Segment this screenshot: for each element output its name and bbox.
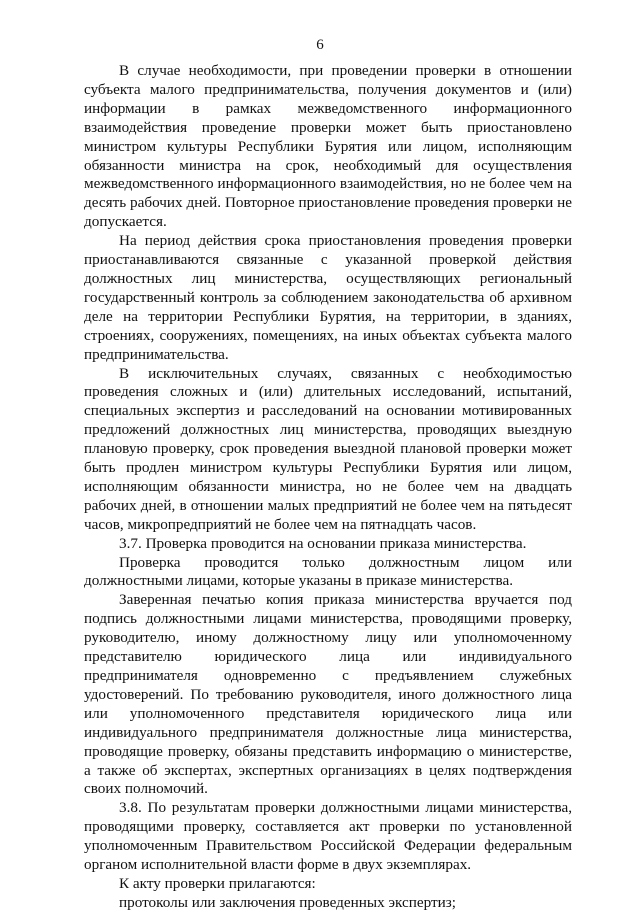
page-number: 6: [316, 37, 324, 53]
paragraph-3-7: 3.7. Проверка проводится на основании приказа министерства.: [119, 534, 527, 552]
paragraph-exceptional-cases: В исключительных случаях, связанных с необходимостью проведения сложных и (или) длительных исследований, испытаний, специальных экспертиз и расследований на основании мотивированных предложений должностных лиц министерства, проводящих выездную плановую проверку, срок проведения выездной плановой проверки может быть продлен министром культуры Республики Бурятия или лицом, исполняющим обязанности министра, но не более чем на двадцать рабочих дней, в отношении малых предприятий не более чем на пятьдесят часов, микропредприятий не более чем на пятнадцать часов.: [84, 364, 572, 533]
paragraph-inspectors: Проверка проводится только должностным лицом или должностными лицами, которые указаны в приказе министерства.: [84, 553, 572, 590]
paragraph-3-8: 3.8. По результатам проверки должностными лицами министерства, проводящими проверку, составляется акт проверки по установленной уполномоченным Правительством Российской Федерации федеральным органом исполнительной власти форме в двух экземплярах.: [84, 799, 572, 874]
paragraph-suspension-period: На период действия срока приостановления проведения проверки приостанавливаются связанные с указанной проверкой действия должностных лиц министерства, осуществляющих региональный государственный контроль за соблюдением законодательства об архивном деле на территории Республики Бурятия, на территории, в зданиях, строениях, сооружениях, помещениях, на иных объектах субъекта малого предпринимательства.: [84, 232, 572, 363]
paragraph-act-attachments: К акту проверки прилагаются:: [119, 874, 316, 892]
paragraph-order-copy: Заверенная печатью копия приказа министерства вручается под подпись должностными лицами министерства, проводящими проверку, руководителю, иному должностному лицу или уполномоченному представителю юридического лица или индивидуального предпринимателя одновременно с предъявлением служебных удостоверений. По требованию руководителя, иного должностного лица или уполномоченного представителя юридического лица или индивидуального предпринимателя должностные лица министерства, проводящие проверку, обязаны представить информацию о министерстве, а также об экспертах, экспертных организациях в целях подтверждения своих полномочий.: [84, 591, 572, 798]
paragraph-expert-protocols: протоколы или заключения проведенных экспертиз;: [119, 893, 456, 911]
document-body: [84, 62, 572, 913]
paragraph-suspension-of-inspection: В случае необходимости, при проведении проверки в отношении субъекта малого предпринимательства, получения документов и (или) информации в рамках межведомственного информационного взаимодействия проведение проверки может быть приостановлено министром культуры Республики Бурятия или лицом, исполняющим обязанности министра на срок, необходимый для осуществления межведомственного информационного взаимодействия, но не более чем на десять рабочих дней. Повторное приостановление проведения проверки не допускается.: [84, 62, 572, 231]
